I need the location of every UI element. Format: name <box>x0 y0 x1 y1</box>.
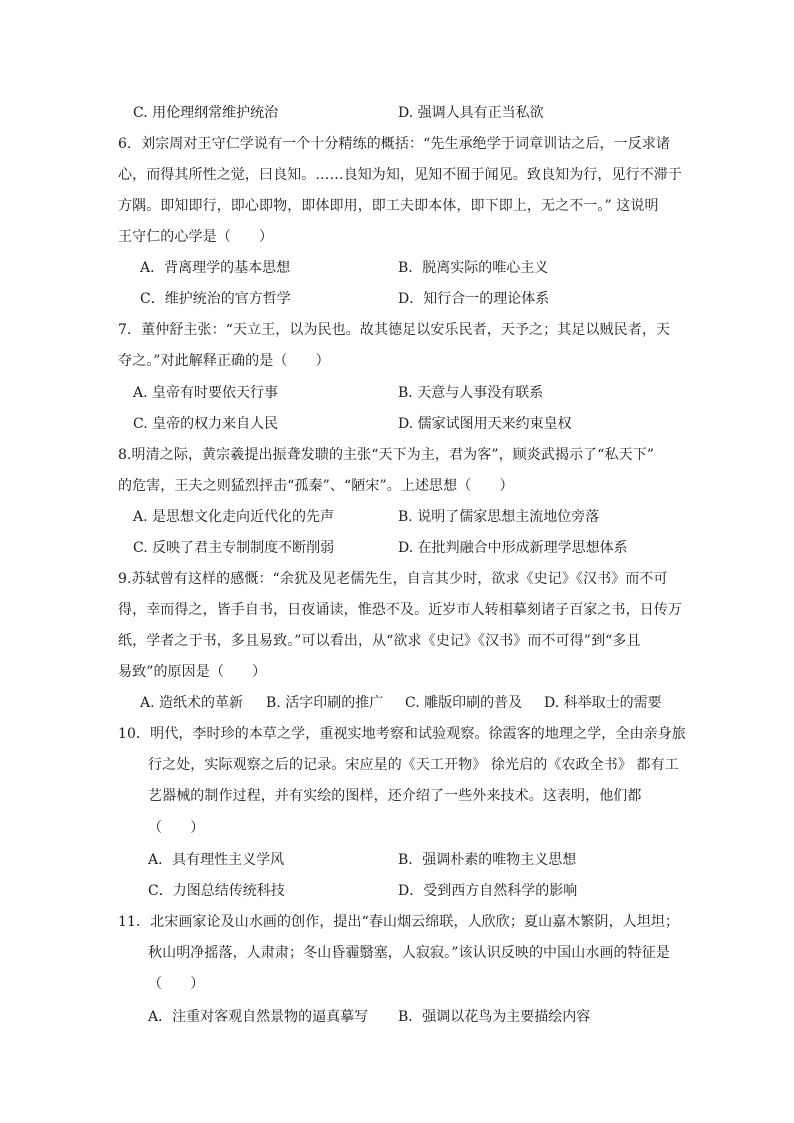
q8-option-a: A. 是思想文化走向近代化的先声 <box>133 509 335 525</box>
q9-stem-line-4: 易致”的原因是（ ） <box>118 664 267 680</box>
q8-stem-line-1: 8.明清之际，黄宗羲提出振聋发聩的主张“天下为主，君为客”，顾炎武揭示了“私天下” <box>118 447 655 463</box>
q7-stem-line-1: 7．董仲舒主张：“天立王，以为民也。故其德足以安乐民者，天予之；其足以贼民者，天 <box>118 322 671 338</box>
q11-stem-line-1: 11．北宋画家论及山水画的创作，提出“春山烟云绵联，人欣欣；夏山嘉木繁阴，人坦坦； <box>118 914 680 930</box>
q10-option-a: A．具有理性主义学风 <box>148 852 285 868</box>
q6-stem-line-4: 王守仁的心学是（ ） <box>118 229 274 245</box>
q9-stem-line-3: 纸，学者之于书，多且易致。”可以看出，从“欲求《史记》《汉书》而不可得”到“多且 <box>118 633 641 649</box>
q9-option-b: B. 活字印刷的推广 <box>266 695 384 711</box>
q9-stem-line-1: 9.苏轼曾有这样的感慨：“余犹及见老儒先生，自言其少时，欲求《史记》《汉书》而不可 <box>118 571 668 587</box>
q10-option-d: D．受到西方自然科学的影响 <box>398 883 578 899</box>
q6-option-b: B．脱离实际的唯心主义 <box>398 260 549 276</box>
q9-stem-line-2: 得，幸而得之，皆手自书，日夜诵读，惟恐不及。近岁市人转相摹刻诸子百家之书，日传万 <box>118 602 682 618</box>
q10-option-c: C．力图总结传统科技 <box>148 883 285 899</box>
q10-stem-line-1: 10．明代，李时珍的本草之学，重视实地考察和试验观察。徐霞客的地理之学，全由亲身旅 <box>118 726 686 742</box>
q6-stem-line-3: 方隅。即知即行，即心即物，即体即用，即工夫即本体，即下即上，无之不一。” 这说明 <box>118 198 659 214</box>
q5-option-d: D. 强调人具有正当私欲 <box>398 105 544 121</box>
q6-option-d: D．知行合一的理论体系 <box>398 291 550 307</box>
q6-option-c: C．维护统治的官方哲学 <box>140 291 291 307</box>
q8-option-c: C. 反映了君主专制制度不断削弱 <box>133 540 335 556</box>
q11-option-a: A．注重对客观自然景物的逼真摹写 <box>148 1009 369 1025</box>
q8-option-d: D. 在批判融合中形成新理学思想体系 <box>398 540 628 556</box>
q5-option-c: C. 用伦理纲常维护统治 <box>133 105 279 121</box>
q10-option-b: B．强调朴素的唯物主义思想 <box>398 852 577 868</box>
q6-stem-line-2: 心，而得其所性之觉，曰良知。……良知为知，见知不囿于闻见。致良知为行，见行不滞于 <box>118 167 682 183</box>
q7-option-a: A. 皇帝有时要依天行事 <box>133 385 279 401</box>
q9-option-c: C. 雕版印刷的普及 <box>405 695 523 711</box>
q10-stem-line-3: 艺器械的制作过程，并有实绘的图样，还介绍了一些外来技术。这表明，他们都 <box>148 788 642 804</box>
q7-option-c: C. 皇帝的权力来自人民 <box>133 416 279 432</box>
q9-option-d: D. 科举取士的需要 <box>544 695 662 711</box>
q10-stem-line-2: 行之处，实际观察之后的记录。宋应星的《天工开物》 徐光启的《农政全书》 都有工 <box>148 757 679 773</box>
q10-stem-line-4: （ ） <box>148 820 205 836</box>
q6-option-a: A．背离理学的基本思想 <box>140 260 291 276</box>
q7-option-b: B. 天意与人事没有联系 <box>398 385 544 401</box>
q8-stem-line-2: 的危害，王夫之则猛烈抨击“孤秦”、“陋宋”。上述思想（ ） <box>118 478 514 494</box>
q8-option-b: B. 说明了儒家思想主流地位旁落 <box>398 509 600 525</box>
q7-stem-line-2: 夺之。”对此解释正确的是（ ） <box>118 353 330 369</box>
q7-option-d: D. 儒家试图用天来约束皇权 <box>398 416 572 432</box>
q6-stem-line-1: 6．刘宗周对王守仁学说有一个十分精练的概括：“先生承绝学于词章训诂之后，一反求诸 <box>118 136 671 152</box>
q9-option-a: A. 造纸术的革新 <box>140 695 244 711</box>
q11-stem-line-3: （ ） <box>148 976 205 992</box>
q11-stem-line-2: 秋山明净摇落，人肃肃；冬山昏霾翳塞，人寂寂。”该认识反映的中国山水画的特征是 <box>148 945 670 961</box>
q11-option-b: B．强调以花鸟为主要描绘内容 <box>398 1009 591 1025</box>
